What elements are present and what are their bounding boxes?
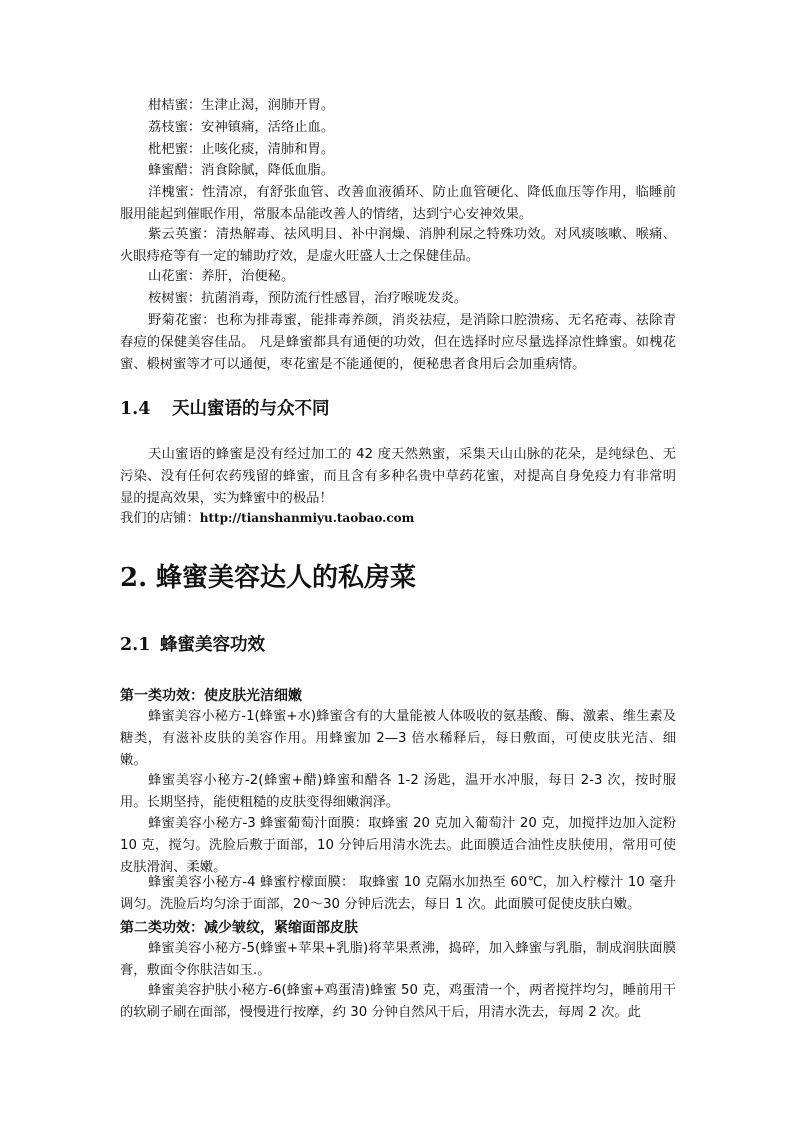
honey-item-eucalyptus: 桉树蜜：抗菌消毒，预防流行性感冒，治疗喉咙发炎。 [148,291,468,306]
section-title: 天山蜜语的与众不同 [172,399,330,419]
section-title: 蜂蜜美容功效 [160,635,265,655]
honey-item-lychee: 荔枝蜜：安神镇痛，活络止血。 [148,120,335,135]
recipe-6: 蜂蜜美容护肤小秘方-6(蜂蜜+鸡蛋清)蜂蜜 50 克，鸡蛋清一个，两者搅拌均匀，睡前用干的软刷子刷在面部，慢慢进行按摩，约 30 分钟自然风干后，用清水洗去，每周 2 次。此 [120,983,676,1020]
recipe-1: 蜂蜜美容小秘方-1(蜂蜜+水)蜂蜜含有的大量能被人体吸收的氨基酸、酶、激素、维生素及糖类，有滋补皮肤的美容作用。用蜂蜜加 2—3 倍水稀释后，每日敷面，可使皮肤光洁、细嫩。 [120,709,676,768]
section-2-1-heading [120,631,265,656]
honey-item-chrysanthemum: 野菊花蜜：也称为排毒蜜，能排毒养颜，消炎祛痘，是消除口腔溃疡、无名疮毒、祛除青春痘的保健美容佳品。 凡是蜂蜜都具有通便的功效，但在选择时应尽量选择凉性蜂蜜。如槐花蜜、椴树蜜等才可以通便，枣花蜜是不能通便的，便秘患者食用后会加重病情。 [120,313,676,372]
chapter-title: 蜂蜜美容达人的私房菜 [156,563,417,593]
honey-item-loquat: 枇杷蜜：止咳化痰，清肺和胃。 [148,142,335,157]
shop-label: 我们的店铺： [120,511,200,526]
recipe-5: 蜂蜜美容小秘方-5(蜂蜜+苹果+乳脂)将苹果煮沸，捣碎，加入蜂蜜与乳脂，制成润肤面膜膏，敷面令你肤洁如玉.。 [120,941,676,978]
honey-item-citrus: 柑桔蜜：生津止渴，润肺开胃。 [148,98,335,113]
honey-item-vinegar: 蜂蜜醋：消食除腻，降低血脂。 [148,163,335,178]
honey-item-milkvetch: 紫云英蜜：清热解毒、祛风明目、补中润燥、消肿利尿之特殊功效。对风痰咳嗽、喉痛、火眼痔疮等有一定的辅助疗效，是虚火旺盛人士之保健佳品。 [120,227,676,264]
effect-heading-2: 第二类功效：减少皱纹，紧缩面部皮肤 [120,920,358,936]
shop-line [120,507,676,530]
recipe-4: 蜂蜜美容小秘方-4 蜂蜜柠檬面膜： 取蜂蜜 10 克隔水加热至 60℃，加入柠檬汁 10 毫升调匀。洗脸后均匀涂于面部，20～30 分钟后洗去，每日 1 次。此面膜可促使皮肤白嫩。 [120,875,676,912]
honey-item-acacia: 洋槐蜜：性清凉，有舒张血管、改善血液循环、防止血管硬化、降低血压等作用，临睡前服用能起到催眠作用，常服本品能改善人的情绪，达到宁心安神效果。 [120,185,676,222]
effect-heading-1: 第一类功效：使皮肤光洁细嫩 [120,688,302,704]
section-number: 1.4 [120,399,151,419]
chapter-2-heading [120,557,416,594]
recipe-2: 蜂蜜美容小秘方-2(蜂蜜+醋)蜂蜜和醋各 1-2 汤匙，温开水冲服，每日 2-3 次，按时服用。长期坚持，能使粗糙的皮肤变得细嫩润泽。 [120,773,676,810]
section-1-4-heading [120,395,330,420]
honey-item-wildflower: 山花蜜：养肝，治便秘。 [148,269,295,284]
section-number: 2.1 [120,635,151,655]
section-1-4-body: 天山蜜语的蜂蜜是没有经过加工的 42 度天然熟蜜，采集天山山脉的花朵，是纯绿色、无污染、没有任何农药残留的蜂蜜，而且含有多种名贵中草药花蜜，对提高自身免疫力有非常明显的提高效果，实为蜂蜜中的极品！ [120,447,676,506]
shop-url-link[interactable]: http://tianshanmiyu.taobao.com [199,511,415,525]
chapter-number: 2. [120,563,148,593]
recipe-3: 蜂蜜美容小秘方-3 蜂蜜葡萄汁面膜：取蜂蜜 20 克加入葡萄汁 20 克，加搅拌边加入淀粉 10 克，搅匀。洗脸后敷于面部，10 分钟后用清水洗去。此面膜适合油性皮肤使用，常用可使皮肤滑润、柔嫩。 [120,816,676,875]
